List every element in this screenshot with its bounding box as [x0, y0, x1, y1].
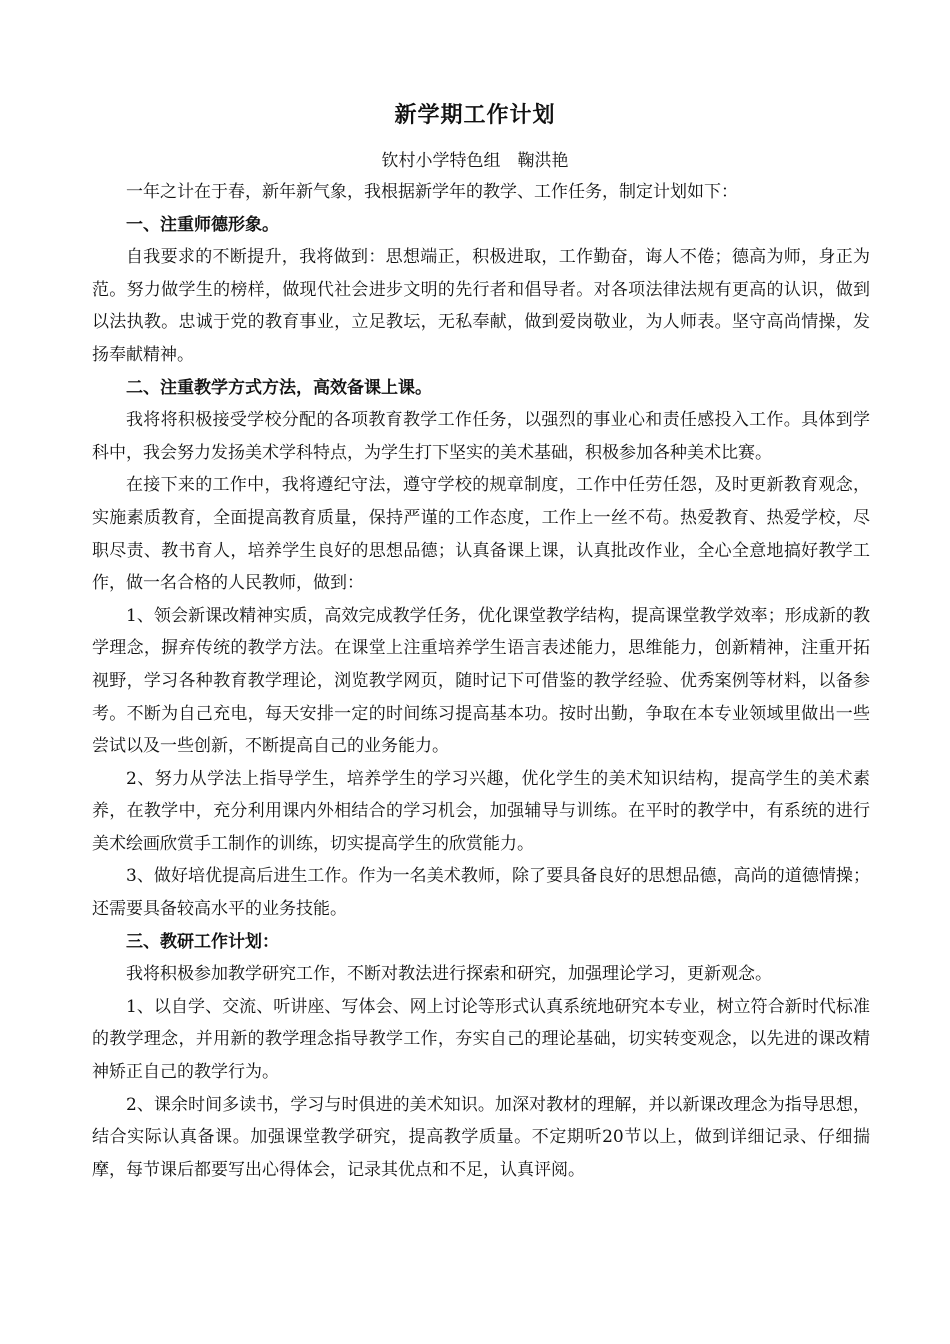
paragraph: 1、以自学、交流、听讲座、写体会、网上讨论等形式认真系统地研究本专业，树立符合新时代标准的教学理念，并用新的教学理念指导教学工作，夯实自己的理论基础，切实转变观念，以先进的课改精神矫正自己的教学行为。 — [92, 996, 870, 1083]
author-line: 钦村小学特色组 鞠洪艳 — [381, 151, 569, 171]
paragraph: 一年之计在于春，新年新气象，我根据新学年的教学、工作任务，制定计划如下： — [126, 182, 738, 202]
paragraph: 2、努力从学法上指导学生，培养学生的学习兴趣，优化学生的美术知识结构，提高学生的美术素养，在教学中，充分利用课内外相结合的学习机会，加强辅导与训练。在平时的教学中，有系统的进行美术绘画欣赏手工制作的训练，切实提高学生的欣赏能力。 — [92, 768, 870, 854]
document-title: 新学期工作计划 — [394, 102, 556, 128]
paragraph: 2、课余时间多读书，学习与时俱进的美术知识。加深对教材的理解，并以新课改理念为指导思想，结合实际认真备课。加强课堂教学研究，提高教学质量。不定期听20节以上，做到详细记录、仔细揣摩，每节课后都要写出心得体会，记录其优点和不足，认真评阅。 — [92, 1094, 870, 1180]
section-heading: 三、教研工作计划： — [126, 931, 279, 952]
paragraph: 3、做好培优提高后进生工作。作为一名美术教师，除了要具备良好的思想品德，高尚的道德情操；还需要具备较高水平的业务技能。 — [92, 866, 870, 920]
paragraph: 自我要求的不断提升，我将做到：思想端正，积极进取，工作勤奋，诲人不倦；德高为师，身正为范。努力做学生的榜样，做现代社会进步文明的先行者和倡导者。对各项法律法规有更高的认识，做到以法执教。忠诚于党的教育事业，立足教坛，无私奉献，做到爱岗敬业，为人师表。坚守高尚情操，发扬奉献精神。 — [92, 247, 870, 365]
section-heading: 二、注重教学方式方法，高效备课上课。 — [126, 377, 432, 398]
paragraph: 我将将积极接受学校分配的各项教育教学工作任务，以强烈的事业心和责任感投入工作。具体到学科中，我会努力发扬美术学科特点，为学生打下坚实的美术基础，积极参加各种美术比赛。 — [92, 410, 870, 463]
paragraph: 我将积极参加教学研究工作，不断对教法进行探索和研究，加强理论学习，更新观念。 — [126, 964, 772, 985]
section-heading: 一、注重师德形象。 — [126, 214, 279, 235]
paragraph: 在接下来的工作中，我将遵纪守法，遵守学校的规章制度，工作中任劳任怨，及时更新教育观念，实施素质教育，全面提高教育质量，保持严谨的工作态度，工作上一丝不苟。热爱教育、热爱学校，尽职尽责、教书育人，培养学生良好的思想品德；认真备课上课，认真批改作业，全心全意地搞好教学工作，做一名合格的人民教师，做到： — [92, 475, 870, 594]
paragraph: 1、领会新课改精神实质，高效完成教学任务，优化课堂教学结构，提高课堂教学效率；形成新的教学理念，摒弃传统的教学方法。在课堂上注重培养学生语言表述能力，思维能力，创新精神，注重开拓视野，学习各种教育教学理论，浏览教学网页，随时记下可借鉴的教学经验、优秀案例等材料，以备参考。不断为自己充电，每天安排一定的时间练习提高基本功。按时出勤，争取在本专业领域里做出一些尝试以及一些创新，不断提高自己的业务能力。 — [92, 605, 870, 757]
document-body — [92, 176, 870, 1186]
